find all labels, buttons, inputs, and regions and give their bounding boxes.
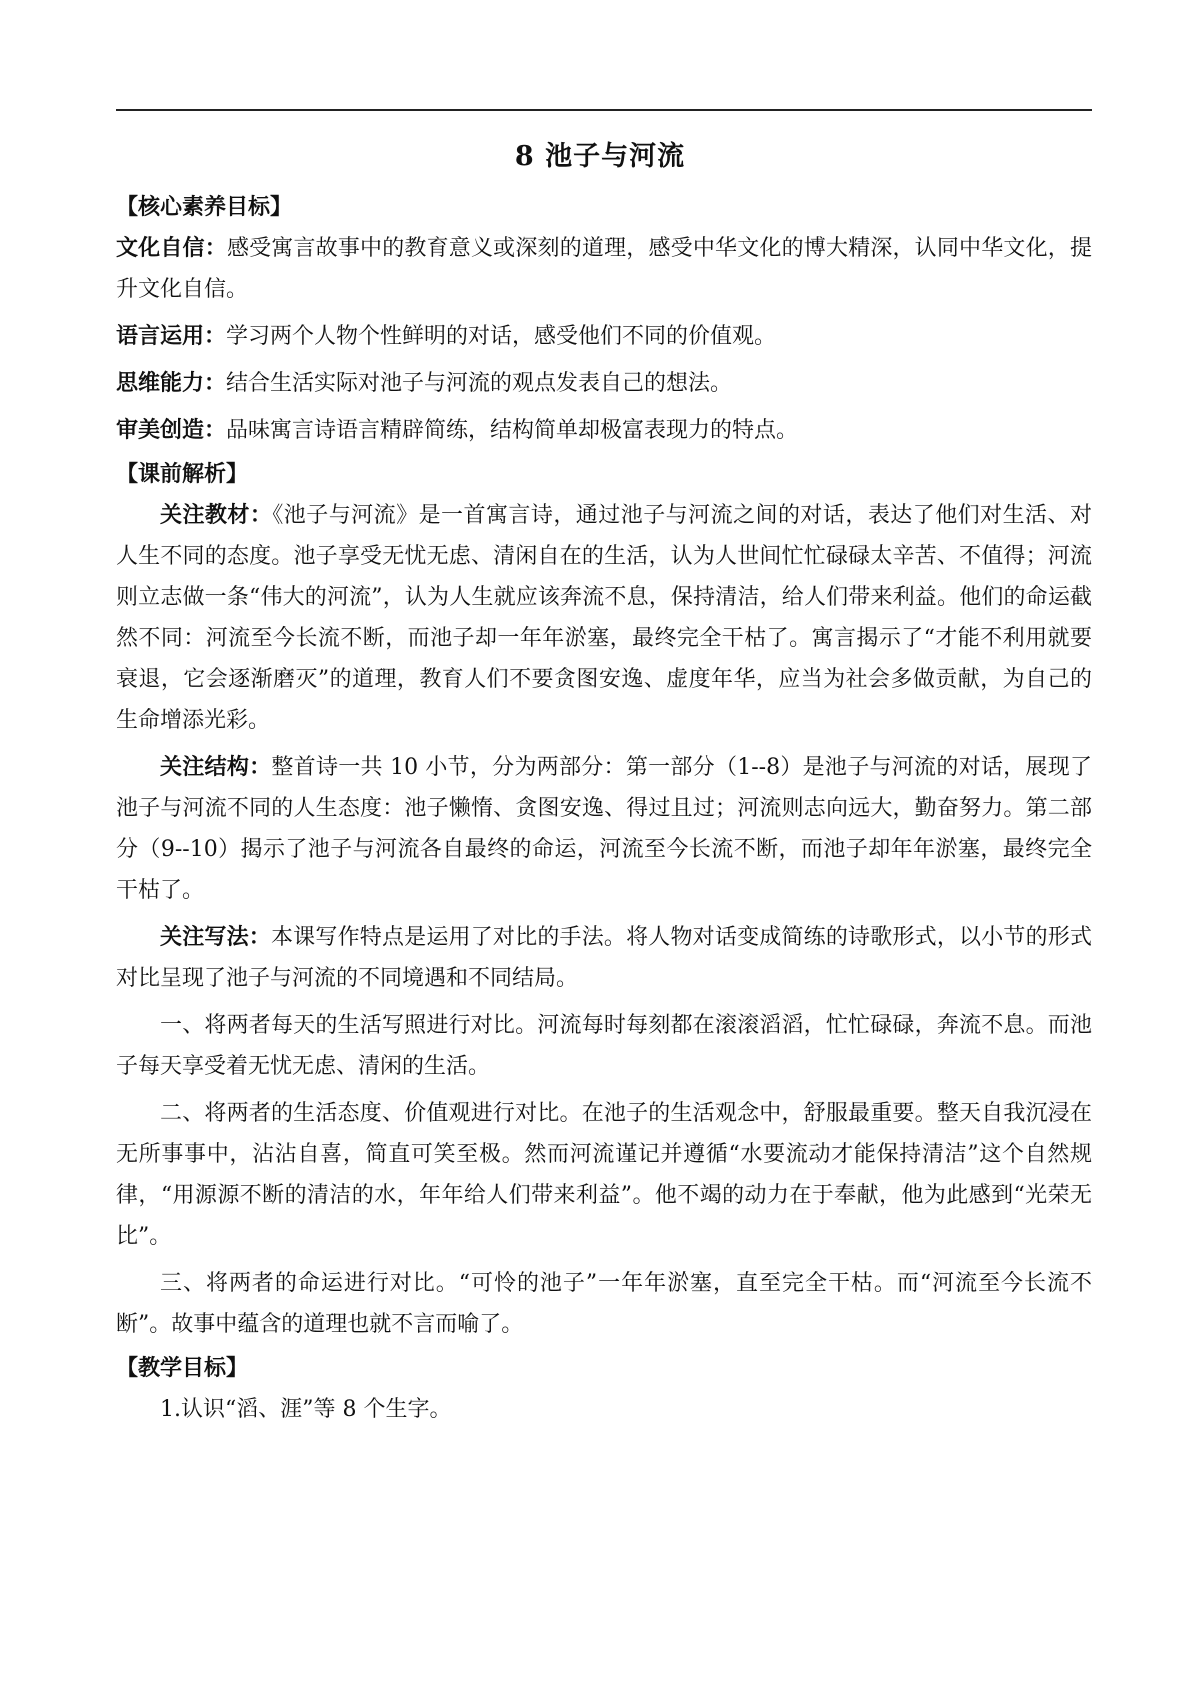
goal-label: 语言运用：	[116, 323, 227, 349]
analysis-contrast-3	[116, 1263, 1092, 1345]
goal-item-culture	[116, 228, 1092, 310]
analysis-contrast-2	[116, 1093, 1092, 1257]
section-heading-core-goals: 【核心素养目标】	[116, 194, 293, 220]
analysis-label: 关注结构：	[160, 754, 272, 780]
analysis-structure	[116, 747, 1092, 911]
section-heading-pre-analysis: 【课前解析】	[116, 461, 249, 487]
goal-label: 思维能力：	[116, 370, 227, 396]
analysis-text: 二、将两者的生活态度、价值观进行对比。在池子的生活观念中，舒服最重要。整天自我沉浸在无所事事中，沾沾自喜，简直可笑至极。然而河流谨记并遵循“水要流动才能保持清洁”这个自然规律，“用源源不断的清洁的水，年年给人们带来利益”。他不竭的动力在于奉献，他为此感到“光荣无比”。	[116, 1101, 1092, 1249]
analysis-label: 关注写法：	[160, 924, 271, 950]
analysis-textbook	[116, 495, 1092, 741]
goal-label: 文化自信：	[116, 235, 227, 261]
goal-text: 结合生活实际对池子与河流的观点发表自己的想法。	[226, 371, 733, 396]
analysis-text: 三、将两者的命运进行对比。“可怜的池子”一年年淤塞，直至完全干枯。而“河流至今长流不断”。故事中蕴含的道理也就不言而喻了。	[116, 1271, 1092, 1337]
document-body	[116, 190, 1092, 1436]
goal-text: 学习两个人物个性鲜明的对话，感受他们不同的价值观。	[226, 324, 777, 349]
analysis-text: 一、将两者每天的生活写照进行对比。河流每时每刻都在滚滚滔滔，忙忙碌碌，奔流不息。而池子每天享受着无忧无虑、清闲的生活。	[116, 1013, 1092, 1079]
analysis-writing	[116, 917, 1092, 999]
teaching-goal-text: 1.认识“滔、涯”等 8 个生字。	[160, 1397, 452, 1422]
analysis-text: 本课写作特点是运用了对比的手法。将人物对话变成简练的诗歌形式，以小节的形式对比呈现了池子与河流的不同境遇和不同结局。	[116, 925, 1092, 991]
section-heading-teaching-goals: 【教学目标】	[116, 1355, 249, 1381]
page-title: 8 池子与河流	[514, 141, 686, 172]
teaching-goal-item	[116, 1389, 1092, 1430]
analysis-contrast-1	[116, 1005, 1092, 1087]
goal-label: 审美创造：	[116, 417, 227, 443]
header-rule	[116, 109, 1092, 111]
goal-item-language	[116, 316, 1092, 357]
goal-text: 感受寓言故事中的教育意义或深刻的道理，感受中华文化的博大精深，认同中华文化，提升文化自信。	[116, 236, 1092, 302]
goal-item-thinking	[116, 363, 1092, 404]
analysis-label: 关注教材：	[160, 502, 273, 528]
goal-item-aesthetics	[116, 410, 1092, 451]
goal-text: 品味寓言诗语言精辟简练，结构简单却极富表现力的特点。	[226, 418, 799, 443]
analysis-text: 《池子与河流》是一首寓言诗，通过池子与河流之间的对话，表达了他们对生活、对人生不同的态度。池子享受无忧无虑、清闲自在的生活，认为人世间忙忙碌碌太辛苦、不值得；河流则立志做一条“伟大的河流”，认为人生就应该奔流不息，保持清洁，给人们带来利益。他们的命运截然不同：河流至今长流不断，而池子却一年年淤塞，最终完全干枯了。寓言揭示了“才能不利用就要衰退，它会逐渐磨灭”的道理，教育人们不要贪图安逸、虚度年华，应当为社会多做贡献，为自己的生命增添光彩。	[116, 503, 1092, 733]
analysis-text: 整首诗一共 10 小节，分为两部分：第一部分（1--8）是池子与河流的对话，展现了池子与河流不同的人生态度：池子懒惰、贪图安逸、得过且过；河流则志向远大，勤奋努力。第二部分（9--10）揭示了池子与河流各自最终的命运，河流至今长流不断，而池子却年年淤塞，最终完全干枯了。	[116, 755, 1092, 903]
